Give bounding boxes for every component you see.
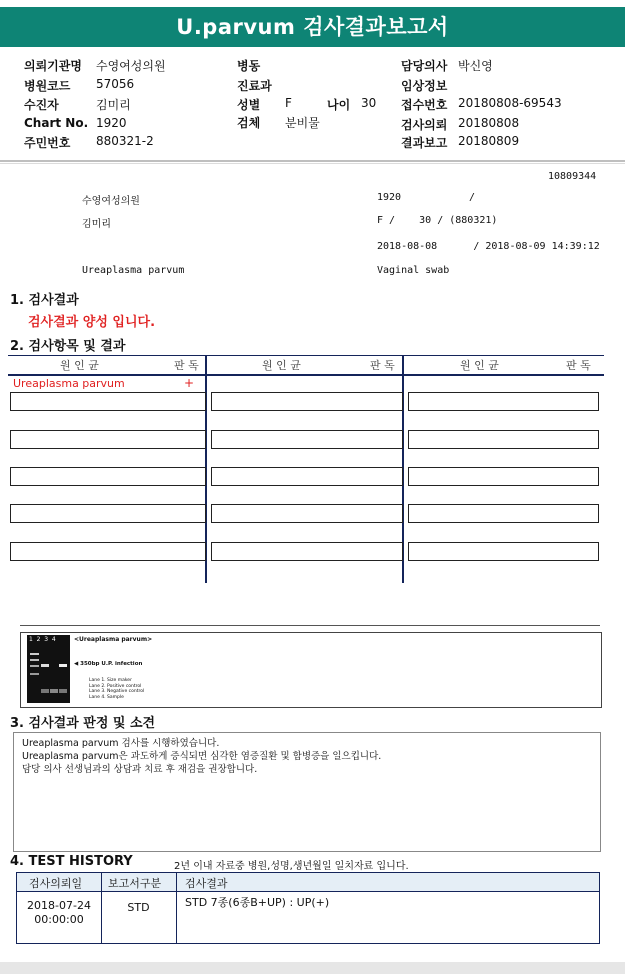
info-sex-age: F / 30 / (880321) (377, 215, 498, 226)
history-col-date: 검사의뢰일 (29, 877, 83, 890)
chart-label: Chart No. (24, 116, 89, 130)
gel-band (30, 659, 39, 661)
gel-title: <Ureaplasma parvum> (74, 636, 153, 643)
gel-legend-item: Lane 4. Sample (89, 694, 124, 700)
result-cell (10, 392, 206, 411)
header-divider (0, 160, 625, 162)
result-cell (408, 392, 599, 411)
gel-band (30, 665, 39, 667)
header-divider-thin (0, 163, 625, 164)
gel-band (50, 689, 58, 693)
age-label: 나이 (327, 98, 351, 112)
accession-value: 20180808-69543 (458, 96, 562, 110)
history-table (16, 872, 600, 944)
result-cell (10, 542, 206, 561)
section2-title: 2. 검사항목 및 결과 (10, 339, 126, 354)
gel-top-rule (20, 625, 600, 626)
section4-title: 4. TEST HISTORY (10, 854, 133, 869)
specimen-value: 분비물 (285, 116, 320, 130)
institution-label: 의뢰기관명 (24, 59, 82, 73)
info-specimen: Vaginal swab (377, 265, 450, 276)
gel-image (27, 635, 70, 703)
report-date-value: 20180809 (458, 134, 520, 148)
gel-band (41, 689, 49, 693)
footer-bar (0, 962, 625, 974)
ward-label: 병동 (237, 59, 261, 73)
history-date: 2018-07-24 (27, 899, 91, 912)
result-cell (408, 542, 599, 561)
gel-band (59, 664, 67, 667)
result-cell (408, 504, 599, 523)
result-cell (10, 430, 206, 449)
history-table-header (17, 873, 599, 892)
section3-title: 3. 검사결과 판정 및 소견 (10, 716, 156, 731)
judgement-col-header: 판 독 (566, 359, 591, 372)
opinion-line: Ureaplasma parvum은 과도하게 증식되면 심각한 염증질환 및 합병증을 일으킵니다. (22, 751, 382, 762)
rrn-label: 주민번호 (24, 136, 71, 150)
hospital-code-value: 57056 (96, 77, 135, 91)
specimen-label: 검체 (237, 116, 261, 130)
gel-band (59, 689, 67, 693)
patient-label: 수진자 (24, 98, 59, 112)
info-dates: 2018-08-08 / 2018-08-09 14:39:12 (377, 241, 600, 252)
doctor-value: 박신영 (458, 59, 493, 73)
hospital-code-label: 병원코드 (24, 79, 71, 93)
item-result: + (184, 376, 195, 390)
patient-value: 김미리 (96, 98, 131, 112)
section1-title: 1. 검사결과 (10, 293, 79, 308)
request-label: 검사의뢰 (401, 118, 448, 132)
gel-legend (89, 678, 144, 700)
info-chart: 1920 (377, 192, 402, 203)
results-grid-header (8, 355, 604, 376)
pathogen-col-header: 원 인 균 (460, 359, 499, 372)
document-number: 10809344 (548, 171, 597, 182)
institution-value: 수영여성의원 (96, 59, 166, 73)
judgement-col-header: 판 독 (370, 359, 395, 372)
judgement-col-header: 판 독 (174, 359, 199, 372)
gel-band-label: ◀ 350bp U.P. infection (74, 661, 143, 667)
gel-legend-item: Lane 1. Size maker (89, 678, 132, 683)
opinion-line: 담당 의사 선생님과의 상담과 치료 후 재검을 권장합니다. (22, 764, 258, 775)
gel-legend-item: Lane 3. Negative control (89, 689, 145, 694)
item-pathogen-name: Ureaplasma parvum (13, 377, 125, 390)
result-cell (10, 467, 206, 486)
gel-band (30, 653, 39, 655)
opinion-box (13, 732, 601, 852)
pathogen-col-header: 원 인 균 (262, 359, 301, 372)
report-title: U.parvum 검사결과보고서 (0, 7, 625, 47)
info-institution: 수영여성의원 (82, 196, 140, 207)
age-value: 30 (361, 96, 377, 110)
info-test-name: Ureaplasma parvum (82, 265, 185, 276)
history-time: 00:00:00 (34, 913, 84, 926)
request-value: 20180808 (458, 116, 520, 130)
clinical-info-label: 임상정보 (401, 79, 448, 93)
history-note: 2년 이내 자료중 병원,성명,생년월일 일치자료 입니다. (174, 861, 409, 872)
sex-value: F (285, 96, 292, 110)
gel-band (41, 664, 49, 667)
info-patient: 김미리 (82, 219, 111, 230)
result-cell (211, 504, 403, 523)
result-cell (408, 467, 599, 486)
department-label: 진료과 (237, 79, 272, 93)
result-cell (211, 542, 403, 561)
rrn-value: 880321-2 (96, 134, 154, 148)
doctor-label: 담당의사 (401, 59, 448, 73)
result-cell (211, 392, 403, 411)
info-slash: / (469, 192, 476, 203)
result-cell (211, 467, 403, 486)
result-cell (211, 430, 403, 449)
history-col-result: 검사결과 (185, 877, 228, 890)
gel-lane-numbers: 1 2 3 4 (29, 636, 56, 643)
history-result: STD 7종(6종B+UP) : UP(+) (185, 896, 330, 909)
history-col-type: 보고서구분 (108, 877, 162, 890)
result-summary: 검사결과 양성 입니다. (28, 315, 156, 330)
opinion-line: Ureaplasma parvum 검사를 시행하였습니다. (22, 738, 220, 749)
history-col-divider (176, 873, 177, 943)
history-type: STD (127, 901, 150, 914)
gel-image-box (20, 632, 602, 708)
chart-value: 1920 (96, 116, 127, 130)
gel-legend-item: Lane 2. Positive control (89, 683, 142, 689)
top-stripe (0, 0, 625, 6)
result-cell (408, 430, 599, 449)
pathogen-col-header: 원 인 균 (60, 359, 99, 372)
sex-label: 성별 (237, 98, 261, 112)
gel-band (30, 673, 39, 675)
accession-label: 접수번호 (401, 98, 448, 112)
result-cell (10, 504, 206, 523)
report-date-label: 결과보고 (401, 136, 448, 150)
